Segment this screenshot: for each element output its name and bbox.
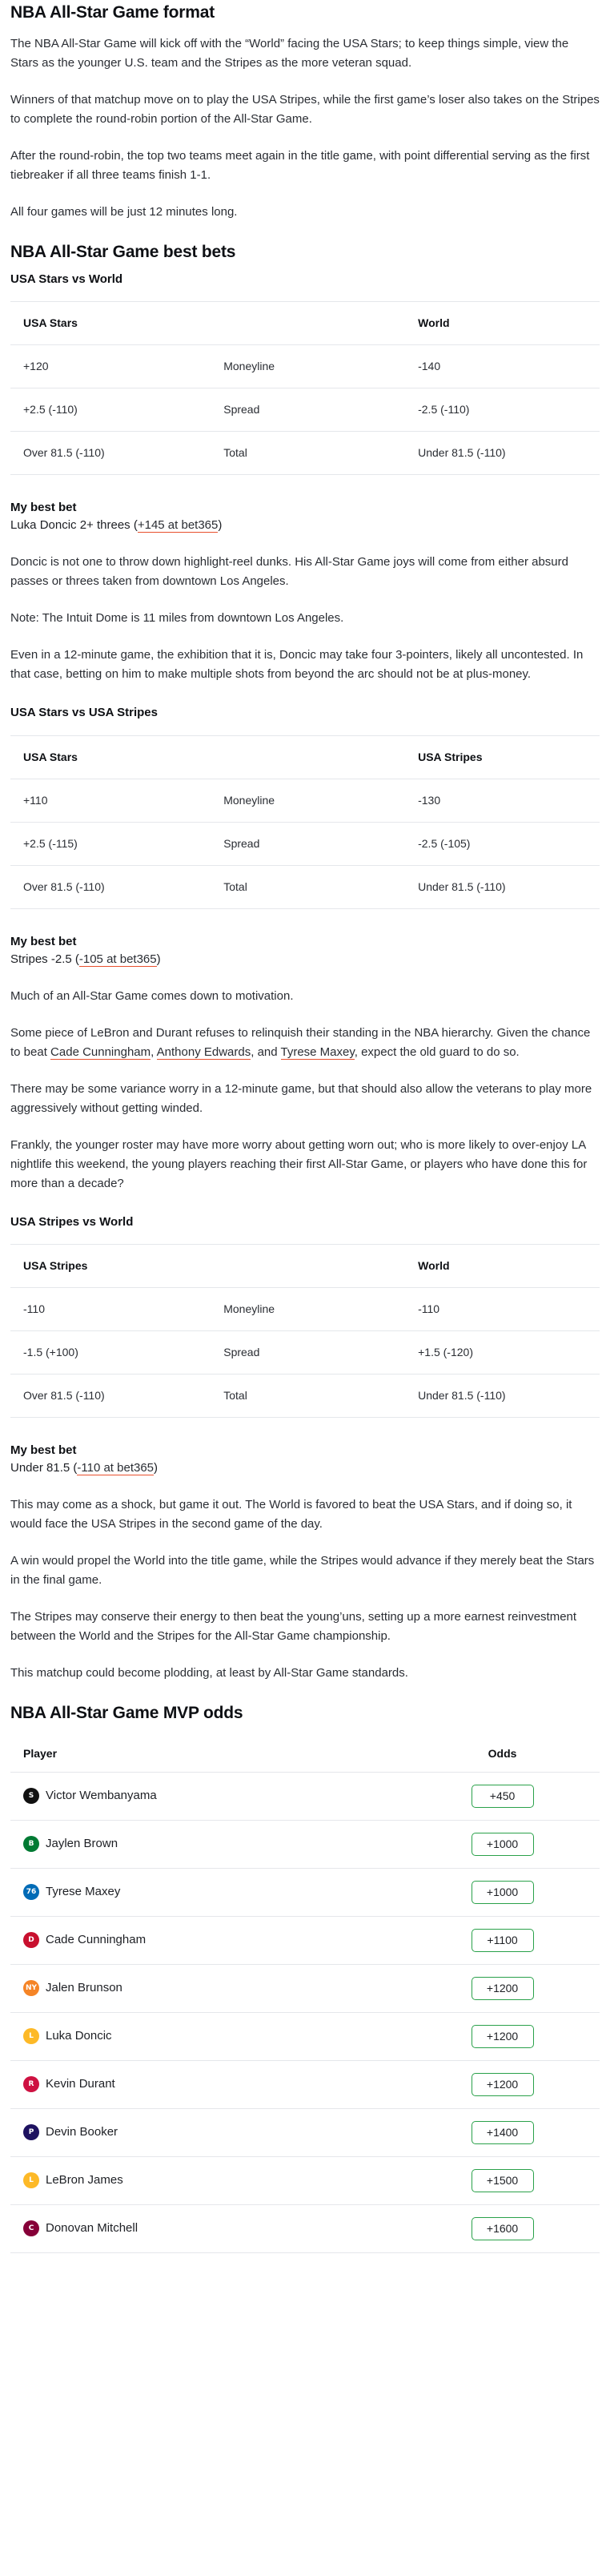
analysis-paragraph: Even in a 12-minute game, the exhibition that it is, Doncic may take four 3-pointers, likely all uncontested. In that case, betting on him to make multiple shots from beyond the arc should not be at plus-money. [10, 648, 584, 682]
market-label: Spread [211, 822, 405, 865]
player-cell [10, 1916, 351, 1964]
mvp-row [10, 2156, 600, 2204]
player-name: Jaylen Brown [46, 1837, 118, 1851]
market-header [211, 302, 405, 345]
team-a-odds: Over 81.5 (-110) [10, 865, 211, 908]
odds-cell [405, 1868, 600, 1916]
best-bet-text: Luka Doncic 2+ threes ( [10, 518, 138, 533]
player-link-anthony-edwards[interactable]: Anthony Edwards [156, 1044, 251, 1059]
team-a-odds: Over 81.5 (-110) [10, 1375, 211, 1418]
matchup-heading: USA Stars vs World [10, 272, 123, 286]
player-name: Devin Booker [46, 2125, 118, 2139]
team-a-odds: +2.5 (-110) [10, 388, 211, 432]
team-b-odds: +1.5 (-120) [405, 1331, 600, 1375]
team-b-odds: -2.5 (-110) [405, 388, 600, 432]
odds-button[interactable]: +1200 [472, 1977, 534, 2001]
odds-row [10, 1288, 600, 1331]
team-a-odds: -1.5 (+100) [10, 1331, 211, 1375]
best-bet-text: Stripes -2.5 ( [10, 952, 79, 966]
best-bet-line [10, 950, 600, 969]
odds-row [10, 388, 600, 432]
player-cell [10, 2156, 351, 2204]
player-cell [10, 1964, 351, 2012]
market-label: Total [211, 432, 405, 475]
analysis-paragraph: A win would propel the World into the title game, while the Stripes would advance if they merely beat the Stars in the final game. [10, 1554, 595, 1588]
analysis-paragraph [10, 1024, 600, 1062]
best-bet-label: My best bet [10, 501, 77, 515]
best-bets-title: NBA All-Star Game best bets [10, 243, 236, 262]
paragraph-text: Some piece of LeBron and Durant refuses to relinquish their standing in the NBA hierarchy. Given the chance to beat [10, 1025, 591, 1059]
best-bet-line [10, 1459, 600, 1478]
team-b-odds: Under 81.5 (-110) [405, 432, 600, 475]
team-b-odds: Under 81.5 (-110) [405, 865, 600, 908]
analysis-paragraph: This matchup could become plodding, at least by All-Star Game standards. [10, 1666, 408, 1680]
team-b-odds: Under 81.5 (-110) [405, 1375, 600, 1418]
market-label: Total [211, 1375, 405, 1418]
best-bet-label: My best bet [10, 934, 77, 948]
team-b-odds: -2.5 (-105) [405, 822, 600, 865]
bottom-spacer [10, 2253, 600, 2269]
player-info [23, 1882, 338, 1902]
player-name: Victor Wembanyama [46, 1789, 157, 1803]
odds-row [10, 432, 600, 475]
player-cell [10, 1820, 351, 1868]
mvp-row [10, 1820, 600, 1868]
analysis-paragraph: This may come as a shock, but game it out. The World is favored to beat the USA Stars, and if doing so, it would face the USA Stripes in the second game of the day. [10, 1498, 572, 1532]
best-bet-suffix: ) [218, 518, 223, 533]
format-paragraph: The NBA All-Star Game will kick off with the “World” facing the USA Stars; to keep things simple, view the Stars as the younger U.S. team and the Stripes as the more veteran squad. [10, 37, 569, 70]
mvp-body [10, 1772, 600, 2252]
team-a-odds: +110 [10, 779, 211, 822]
mvp-row [10, 1772, 600, 1820]
odds-cell [405, 2012, 600, 2060]
analysis-paragraph: There may be some variance worry in a 12-minute game, but that should also allow the veterans to play more aggressively without getting winded. [10, 1081, 592, 1115]
team-a-odds: +2.5 (-115) [10, 822, 211, 865]
odds-row [10, 865, 600, 908]
odds-table [10, 735, 600, 909]
market-header [211, 1245, 405, 1288]
player-info [23, 1978, 338, 1998]
market-header [211, 735, 405, 779]
76ers-logo-icon: 76 [23, 1884, 39, 1900]
odds-row [10, 822, 600, 865]
spacer-cell [351, 2204, 405, 2252]
player-name: Jalen Brunson [46, 1981, 122, 1995]
matchup-heading: USA Stars vs USA Stripes [10, 706, 158, 720]
player-cell [10, 1868, 351, 1916]
team-b-odds: -140 [405, 345, 600, 388]
bet365-link[interactable]: -105 at bet365 [78, 952, 157, 966]
player-link-tyrese-maxey[interactable]: Tyrese Maxey [280, 1044, 355, 1059]
format-paragraph: After the round-robin, the top two teams meet again in the title game, with point differential serving as the first tiebreaker if all three teams finish 1-1. [10, 149, 590, 183]
odds-row [10, 1375, 600, 1418]
paragraph-text: , and [251, 1044, 281, 1059]
format-title: NBA All-Star Game format [10, 3, 215, 22]
player-info [23, 1930, 338, 1950]
odds-button[interactable]: +1200 [472, 2025, 534, 2049]
mvp-header-row [10, 1735, 600, 1772]
knicks-logo-icon: NY [23, 1980, 39, 1996]
player-info [23, 2075, 338, 2094]
odds-cell [405, 2108, 600, 2156]
player-column-header: Player [10, 1735, 351, 1772]
market-label: Moneyline [211, 779, 405, 822]
player-info [23, 2027, 338, 2046]
odds-table [10, 301, 600, 475]
team-b-odds: -130 [405, 779, 600, 822]
odds-header-row [10, 1245, 600, 1288]
team-a-header: USA Stars [10, 735, 211, 779]
player-info [23, 1786, 338, 1805]
odds-row [10, 779, 600, 822]
spacer-cell [351, 2012, 405, 2060]
player-info [23, 2219, 338, 2238]
analysis-paragraph: The Stripes may conserve their energy to then beat the young’uns, setting up a more earnest reinvestment between the World and the Stripes for the All-Star Game championship. [10, 1610, 577, 1644]
format-paragraph: Winners of that matchup move on to play the USA Stripes, while the first game’s loser also takes on the Stripes to complete the round-robin portion of the All-Star Game. [10, 93, 600, 127]
spacer-cell [351, 2108, 405, 2156]
odds-button[interactable]: +1100 [472, 1929, 534, 1953]
odds-cell [405, 2060, 600, 2108]
format-paragraph: All four games will be just 12 minutes long. [10, 205, 238, 219]
player-name: Luka Doncic [46, 2029, 112, 2043]
odds-table [10, 1244, 600, 1418]
bet365-link[interactable]: -110 at bet365 [77, 1461, 155, 1475]
player-name: Donovan Mitchell [46, 2221, 138, 2236]
best-bet-suffix: ) [156, 952, 161, 966]
spacer-cell [351, 1820, 405, 1868]
mvp-row [10, 2204, 600, 2252]
spacer-column-header [351, 1735, 405, 1772]
odds-button[interactable]: +1600 [472, 2217, 534, 2241]
bet365-link[interactable]: +145 at bet365 [137, 518, 219, 533]
paragraph-text: , expect the old guard to do so. [354, 1044, 520, 1059]
odds-row [10, 1331, 600, 1375]
player-cell [10, 2012, 351, 2060]
odds-button[interactable]: +1200 [472, 2073, 534, 2097]
player-name: LeBron James [46, 2173, 123, 2188]
market-label: Moneyline [211, 345, 405, 388]
spacer-cell [351, 1964, 405, 2012]
team-b-header: USA Stripes [405, 735, 600, 779]
odds-row [10, 345, 600, 388]
market-label: Spread [211, 1331, 405, 1375]
best-bet-suffix: ) [154, 1461, 159, 1475]
odds-cell [405, 2156, 600, 2204]
mvp-odds-table [10, 1735, 600, 2253]
analysis-paragraph: Much of an All-Star Game comes down to motivation. [10, 988, 294, 1003]
analysis-paragraph: Doncic is not one to throw down highlight-reel dunks. His All-Star Game joys will come from either absurd passes or threes taken from downtown Los Angeles. [10, 555, 568, 589]
mvp-row [10, 2108, 600, 2156]
best-bet-line [10, 516, 600, 535]
odds-cell [405, 1916, 600, 1964]
player-name: Kevin Durant [46, 2077, 115, 2091]
market-label: Moneyline [211, 1288, 405, 1331]
team-a-odds: -110 [10, 1288, 211, 1331]
team-a-header: USA Stars [10, 302, 211, 345]
cavaliers-logo-icon: C [23, 2220, 39, 2236]
odds-header-row [10, 735, 600, 779]
odds-cell [405, 1964, 600, 2012]
odds-header-row [10, 302, 600, 345]
spacer-cell [351, 1772, 405, 1820]
player-info [23, 1834, 338, 1854]
player-info [23, 2123, 338, 2142]
mvp-odds-title: NBA All-Star Game MVP odds [10, 1704, 243, 1723]
team-b-header: World [405, 302, 600, 345]
spurs-logo-icon: S [23, 1788, 39, 1804]
best-bet-label: My best bet [10, 1443, 77, 1458]
odds-button[interactable]: +1400 [472, 2121, 534, 2145]
odds-column-header: Odds [405, 1735, 600, 1772]
analysis-paragraph: Note: The Intuit Dome is 11 miles from downtown Los Angeles. [10, 611, 344, 626]
team-b-header: World [405, 1245, 600, 1288]
odds-cell [405, 1820, 600, 1868]
market-label: Spread [211, 388, 405, 432]
lakers-logo-icon: L [23, 2172, 39, 2188]
player-cell [10, 1772, 351, 1820]
spacer-cell [351, 2156, 405, 2204]
mvp-row [10, 1868, 600, 1916]
player-info [23, 2171, 338, 2190]
suns-logo-icon: P [23, 2124, 39, 2140]
odds-button[interactable]: +1000 [472, 1881, 534, 1905]
mvp-row [10, 1916, 600, 1964]
player-name: Tyrese Maxey [46, 1885, 121, 1899]
player-cell [10, 2108, 351, 2156]
odds-button[interactable]: +450 [472, 1785, 534, 1809]
player-link-cade-cunningham[interactable]: Cade Cunningham [50, 1044, 151, 1059]
player-cell [10, 2204, 351, 2252]
odds-button[interactable]: +1000 [472, 1833, 534, 1857]
analysis-paragraph: Frankly, the younger roster may have more worry about getting worn out; who is more likely to over-enjoy LA nightlife this weekend, the young players reaching their first All-Star Game, or players who have done this for more than a decade? [10, 1137, 588, 1190]
celtics-logo-icon: B [23, 1836, 39, 1852]
spacer-cell [351, 1916, 405, 1964]
market-label: Total [211, 865, 405, 908]
mvp-row [10, 2060, 600, 2108]
mvp-row [10, 1964, 600, 2012]
pistons-logo-icon: D [23, 1932, 39, 1948]
team-a-header: USA Stripes [10, 1245, 211, 1288]
odds-cell [405, 1772, 600, 1820]
spacer-cell [351, 1868, 405, 1916]
odds-cell [405, 2204, 600, 2252]
rockets-logo-icon: R [23, 2076, 39, 2092]
spacer-cell [351, 2060, 405, 2108]
odds-button[interactable]: +1500 [472, 2169, 534, 2193]
player-cell [10, 2060, 351, 2108]
team-a-odds: Over 81.5 (-110) [10, 432, 211, 475]
team-b-odds: -110 [405, 1288, 600, 1331]
player-name: Cade Cunningham [46, 1933, 146, 1947]
best-bet-text: Under 81.5 ( [10, 1461, 78, 1475]
paragraph-text: , [150, 1044, 157, 1059]
matchup-heading: USA Stripes vs World [10, 1214, 134, 1229]
team-a-odds: +120 [10, 345, 211, 388]
lakers-logo-icon: L [23, 2028, 39, 2044]
mvp-row [10, 2012, 600, 2060]
